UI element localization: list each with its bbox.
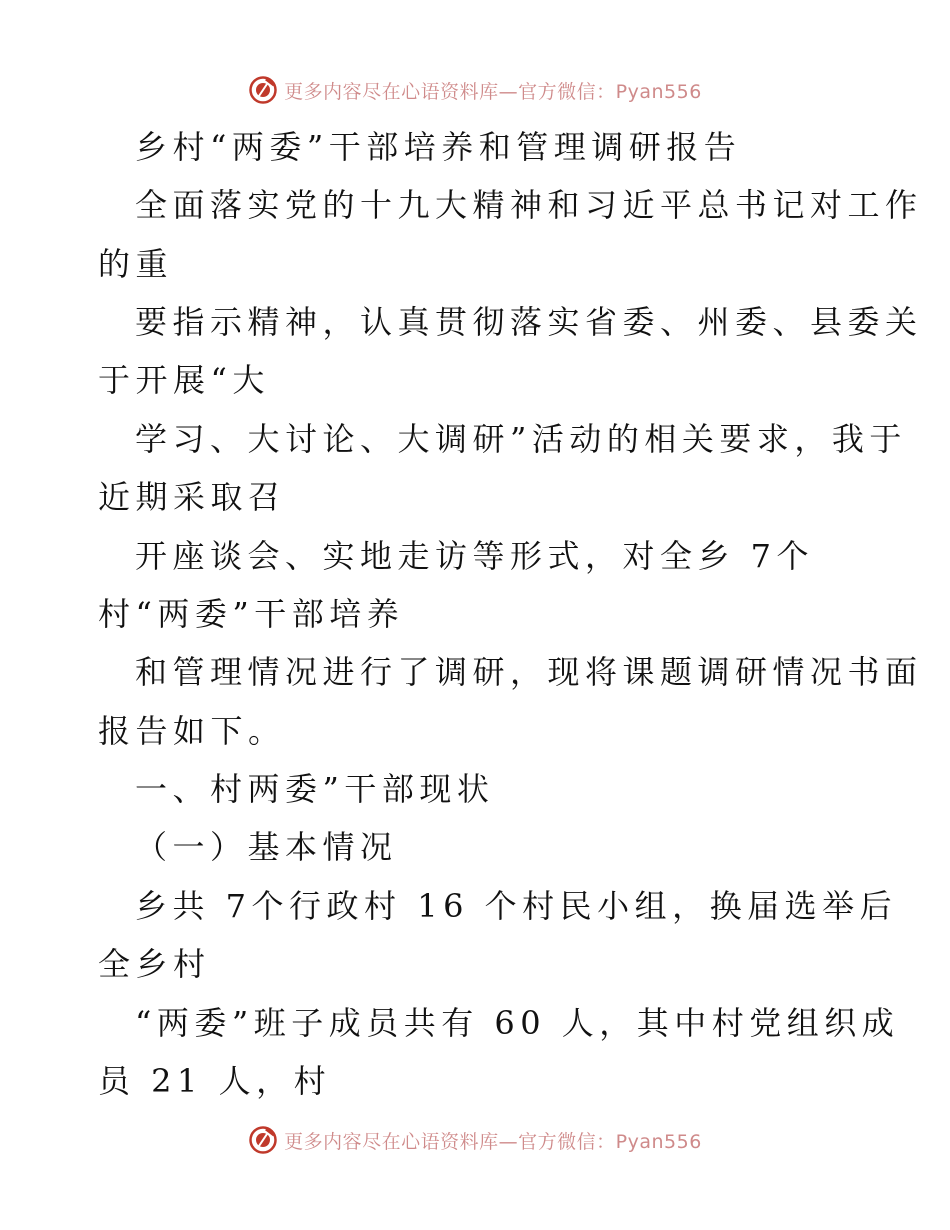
section-heading: 一、村两委”干部现状 <box>135 770 495 808</box>
paragraph-line: 和管理情况进行了调研，现将课题调研情况书面 <box>135 653 923 691</box>
watermark-text: 更多内容尽在心语资料库—官方微信：Pyan556 <box>284 1130 702 1153</box>
paragraph-line: 全乡村 <box>98 945 211 983</box>
paragraph-line: 开座谈会、实地走访等形式，对全乡 7个 <box>135 537 815 575</box>
paragraph-line: 近期采取召 <box>98 478 286 516</box>
paragraph-line: 要指示精神，认真贯彻落实省委、州委、县委关 <box>135 303 923 341</box>
paragraph-line: 于开展“大 <box>98 361 270 399</box>
paragraph-line: 学习、大讨论、大调研”活动的相关要求，我于 <box>135 420 907 458</box>
paragraph-line: 全面落实党的十九大精神和习近平总书记对工作 <box>135 186 923 224</box>
paragraph-line: 员 21 人，村 <box>98 1062 332 1100</box>
paragraph-line: 村“两委”干部培养 <box>98 595 405 633</box>
paragraph-line: 报告如下。 <box>98 712 286 750</box>
pen-seal-logo-icon <box>248 1125 278 1155</box>
paragraph-line: 乡共 7个行政村 16 个村民小组，换届选举后 <box>135 887 898 925</box>
watermark-text: 更多内容尽在心语资料库—官方微信：Pyan556 <box>284 80 702 103</box>
document-title: 乡村“两委”干部培养和管理调研报告 <box>135 128 742 166</box>
footer-watermark <box>0 1120 950 1160</box>
paragraph-line: 的重 <box>98 245 174 283</box>
paragraph-line: “两委”班子成员共有 60 人，其中村党组织成 <box>135 1004 900 1042</box>
subsection-heading: （一）基本情况 <box>135 828 398 866</box>
